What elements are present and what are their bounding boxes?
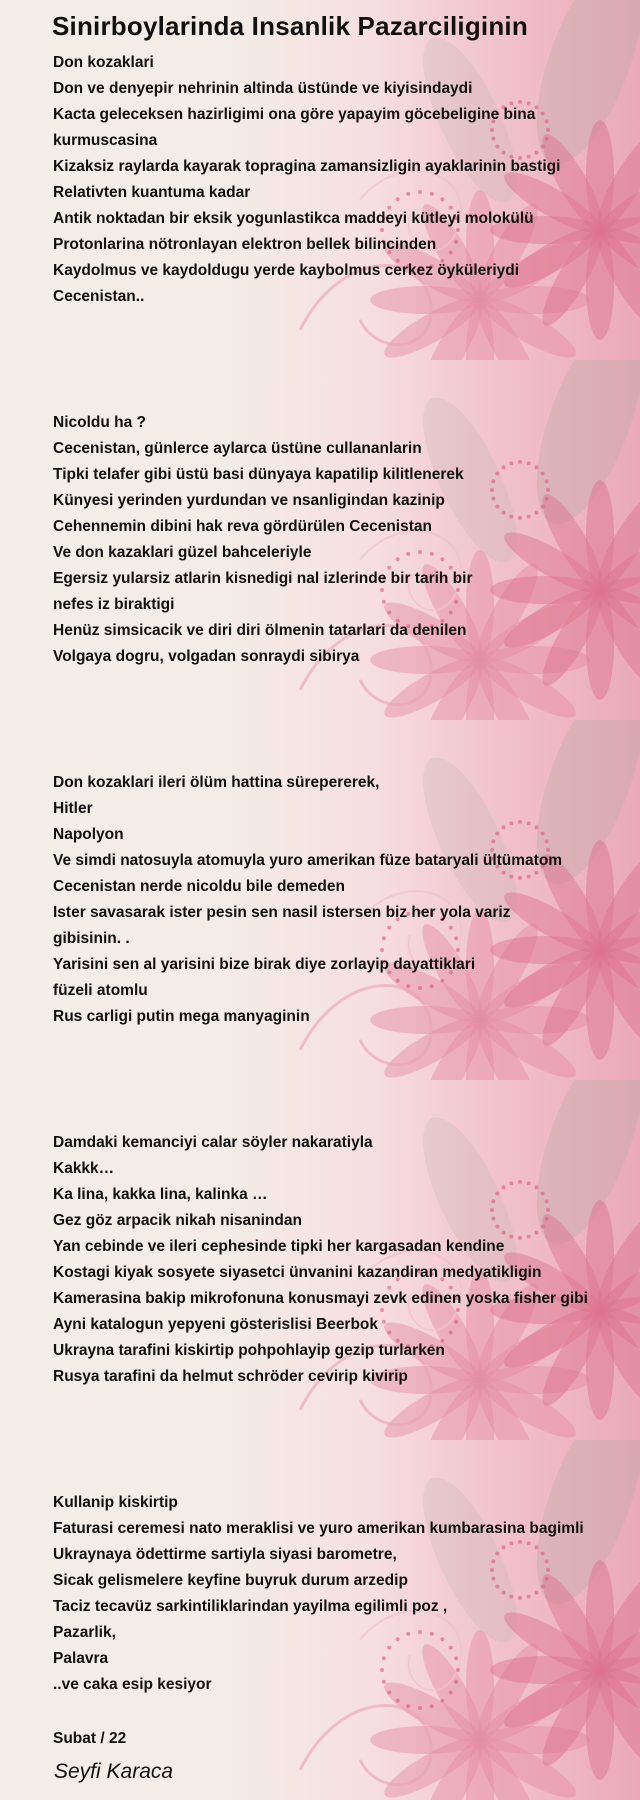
stanza xyxy=(53,770,623,1030)
stanza xyxy=(53,410,623,670)
poem-line: Ve don kazaklari güzel bahceleriyle xyxy=(53,544,312,561)
stanza xyxy=(53,1130,623,1390)
poem-line: Hitler xyxy=(53,800,93,817)
poem-line: Gez göz arpacik nikah nisanindan xyxy=(53,1212,302,1229)
poem-line: Palavra xyxy=(53,1650,109,1667)
poem-line: Sicak gelismelere keyfine buyruk durum arzedip xyxy=(53,1572,408,1589)
poem-line: Cecenistan nerde nicoldu bile demeden xyxy=(53,878,345,895)
poem-line: kurmuscasina xyxy=(53,132,158,149)
poem-line: Pazarlik, xyxy=(53,1624,116,1641)
poem-line: Egersiz yularsiz atlarin kisnedigi nal izlerinde bir tarih bir xyxy=(53,570,473,587)
poem-line: Kostagi kiyak sosyete siyasetci ünvanini kazandiran medyatikligin xyxy=(53,1264,542,1281)
poem-line: Yan cebinde ve ileri cephesinde tipki her kargasadan kendine xyxy=(53,1238,505,1255)
poem-line: Don kozaklari ileri ölüm hattina sürepererek, xyxy=(53,774,380,791)
poem-line: Cecenistan.. xyxy=(53,288,145,305)
poem-line: nefes iz biraktigi xyxy=(53,596,175,613)
poem-line: füzeli atomlu xyxy=(53,982,148,999)
poem-line: Rusya tarafini da helmut schröder cevirip kivirip xyxy=(53,1368,408,1385)
poem-line: Rus carligi putin mega manyaginin xyxy=(53,1008,310,1025)
poem-line: Kamerasina bakip mikrofonuna konusmayi zevk edinen yoska fisher gibi xyxy=(53,1290,588,1307)
poem-line: Yarisini sen al yarisini bize birak diye zorlayip dayattiklari xyxy=(53,956,476,973)
poem-line: Antik noktadan bir eksik yogunlastikca maddeyi kütleyi molokülü xyxy=(53,210,534,227)
poem-line: Damdaki kemanciyi calar söyler nakaratiyla xyxy=(53,1134,373,1151)
poem-line: Don kozaklari xyxy=(53,54,154,71)
poem-line: Kullanip kiskirtip xyxy=(53,1494,178,1511)
poem-line: Cecenistan, günlerce aylarca üstüne cullananlarin xyxy=(53,440,422,457)
poem-title: Sinirboylarinda Insanlik Pazarciliginin xyxy=(52,11,528,41)
poem-line: Napolyon xyxy=(53,826,124,843)
stanza xyxy=(53,1490,623,1698)
poem-line: Künyesi yerinden yurdundan ve nsanligindan kazinip xyxy=(53,492,445,509)
poem-line: Kakkk… xyxy=(53,1160,115,1177)
poem-line: Kaydolmus ve kaydoldugu yerde kaybolmus cerkez öyküleriydi xyxy=(53,262,520,279)
poem-line: Tipki telafer gibi üstü basi dünyaya kapatilip kilitlenerek xyxy=(53,466,464,483)
poem-author: Seyfi Karaca xyxy=(54,1760,174,1783)
poem-line: Ka lina, kakka lina, kalinka … xyxy=(53,1186,268,1203)
poem-line: Henüz simsicacik ve diri diri ölmenin tatarlari da denilen xyxy=(53,622,467,639)
poem-date: Subat / 22 xyxy=(53,1730,127,1747)
poem-line: Cehennemin dibini hak reva gördürülen Cecenistan xyxy=(53,518,432,535)
poem-line: Nicoldu ha ? xyxy=(53,414,146,431)
poem-line: Protonlarina nötronlayan elektron bellek bilincinden xyxy=(53,236,437,253)
poem-line: gibisinin. . xyxy=(53,930,130,947)
poem-line: Ukrayna tarafini kiskirtip pohpohlayip gezip turlarken xyxy=(53,1342,445,1359)
poem-line: Kacta geleceksen hazirligimi ona göre yapayim göcebeligine bina xyxy=(53,106,536,123)
poem-line: Ayni katalogun yepyeni gösterislisi Beerbok xyxy=(53,1316,379,1333)
poem-line: ..ve caka esip kesiyor xyxy=(53,1676,212,1693)
poem-line: Faturasi ceremesi nato meraklisi ve yuro amerikan kumbarasina bagimli xyxy=(53,1520,584,1537)
poem-line: Ve simdi natosuyla atomuyla yuro amerikan füze bataryali ültümatom xyxy=(53,852,563,869)
poem-line: Relativten kuantuma kadar xyxy=(53,184,251,201)
poem-line: Taciz tecavüz sarkintiliklarindan yayilma egilimli poz , xyxy=(53,1598,448,1615)
stanza xyxy=(53,50,623,310)
poem-line: Ister savasarak ister pesin sen nasil istersen biz her yola variz xyxy=(53,904,511,921)
poem-line: Ukraynaya ödettirme sartiyla siyasi barometre, xyxy=(53,1546,397,1563)
poem-line: Volgaya dogru, volgadan sonraydi sibirya xyxy=(53,648,360,665)
poem-line: Don ve denyepir nehrinin altinda üstünde ve kiyisindaydi xyxy=(53,80,473,97)
poem-line: Kizaksiz raylarda kayarak topragina zamansizligin ayaklarinin bastigi xyxy=(53,158,561,175)
